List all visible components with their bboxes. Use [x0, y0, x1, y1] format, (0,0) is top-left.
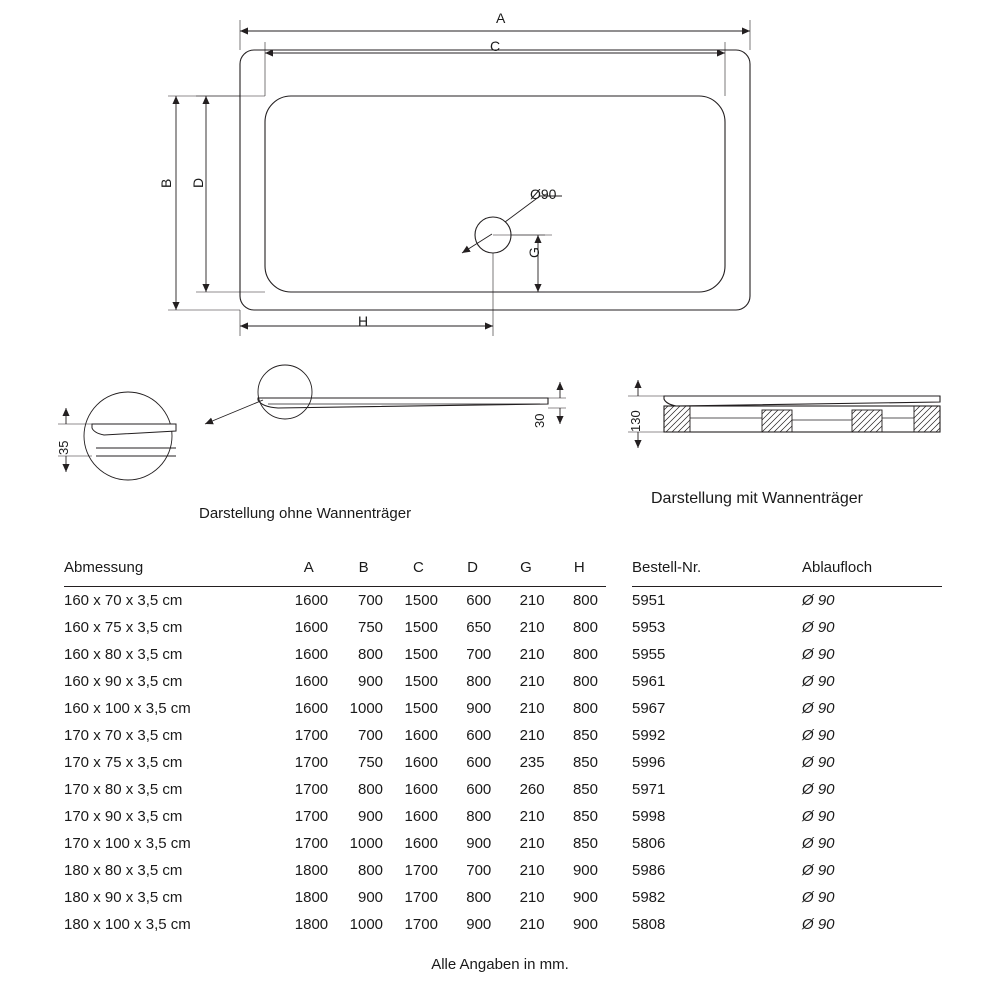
cell-value: 800	[572, 673, 598, 690]
cell-order-number: 5982	[632, 889, 666, 906]
cell-value: 1700	[404, 889, 438, 906]
cell-value: 900	[358, 673, 384, 690]
cell-abmessung: 170 x 90 x 3,5 cm	[64, 808, 183, 825]
cell-order-number: 5961	[632, 673, 666, 690]
caption-without-carrier: Darstellung ohne Wannenträger	[199, 505, 412, 522]
table-row	[632, 722, 942, 749]
cell-abmessung: 170 x 100 x 3,5 cm	[64, 835, 191, 852]
th-D: D	[446, 556, 499, 587]
carrier-view-group	[628, 380, 940, 448]
cell-drain-hole: Ø 90	[802, 592, 835, 609]
cell-value: 800	[572, 700, 598, 717]
dimension-lines	[176, 31, 750, 326]
cell-value: 1700	[294, 781, 329, 798]
cell-value: 650	[466, 619, 492, 636]
cell-value: 1600	[294, 646, 329, 663]
table-row	[64, 884, 606, 911]
cell-value: 700	[358, 592, 384, 609]
cell-abmessung: 180 x 90 x 3,5 cm	[64, 889, 183, 906]
table-row	[632, 587, 942, 615]
cell-value: 210	[519, 808, 545, 825]
th-A: A	[281, 556, 336, 587]
cell-value: 900	[466, 835, 492, 852]
cell-order-number: 5992	[632, 727, 666, 744]
cell-value: 800	[466, 673, 492, 690]
table-row	[64, 803, 606, 830]
cell-value: 1700	[294, 835, 329, 852]
cell-value: 800	[466, 808, 492, 825]
cell-order-number: 5996	[632, 754, 666, 771]
cell-value: 1600	[294, 619, 329, 636]
cell-abmessung: 160 x 75 x 3,5 cm	[64, 619, 183, 636]
cell-value: 1600	[294, 592, 329, 609]
cell-value: 1800	[294, 862, 329, 879]
cell-value: 1800	[294, 889, 329, 906]
cell-value: 800	[358, 781, 384, 798]
cell-value: 1800	[294, 916, 329, 933]
cell-value: 1500	[404, 673, 438, 690]
table-row	[632, 884, 942, 911]
cell-drain-hole: Ø 90	[802, 754, 835, 771]
cell-order-number: 5998	[632, 808, 666, 825]
cell-value: 900	[572, 862, 598, 879]
dimensions-table	[64, 556, 606, 938]
cell-value: 850	[572, 808, 598, 825]
label-B: B	[158, 178, 174, 188]
th-G: G	[499, 556, 552, 587]
order-number-table	[632, 556, 942, 938]
table-row	[64, 695, 606, 722]
cell-value: 210	[519, 646, 545, 663]
label-G: G	[526, 247, 542, 258]
cell-value: 600	[466, 754, 492, 771]
table-row	[64, 641, 606, 668]
cell-drain-hole: Ø 90	[802, 700, 835, 717]
cell-drain-hole: Ø 90	[802, 808, 835, 825]
cell-value: 1700	[404, 862, 438, 879]
cell-value: 1600	[294, 700, 329, 717]
cell-value: 850	[572, 835, 598, 852]
table-row	[632, 911, 942, 938]
table-row	[632, 776, 942, 803]
cell-value: 800	[572, 619, 598, 636]
cell-abmessung: 170 x 70 x 3,5 cm	[64, 727, 183, 744]
label-H: H	[358, 313, 369, 329]
table-row	[64, 776, 606, 803]
cell-value: 900	[466, 700, 492, 717]
label-height-130: 130	[628, 410, 643, 432]
cell-value: 600	[466, 781, 492, 798]
cell-order-number: 5955	[632, 646, 666, 663]
cell-value: 210	[519, 862, 545, 879]
table-row	[64, 722, 606, 749]
table-row	[632, 857, 942, 884]
caption-with-carrier: Darstellung mit Wannenträger	[651, 490, 863, 507]
table-row	[64, 911, 606, 938]
cell-value: 1000	[349, 700, 384, 717]
th-bestellnr: Bestell-Nr.	[632, 556, 802, 587]
cell-drain-hole: Ø 90	[802, 781, 835, 798]
cell-value: 900	[572, 916, 598, 933]
tray-outline	[240, 50, 750, 310]
cell-value: 210	[519, 673, 545, 690]
tray-basin	[265, 96, 725, 292]
table-row	[632, 641, 942, 668]
cell-value: 1500	[404, 619, 438, 636]
cell-value: 210	[519, 727, 545, 744]
cell-value: 1500	[404, 592, 438, 609]
th-H: H	[553, 556, 606, 587]
cell-order-number: 5986	[632, 862, 666, 879]
cell-value: 750	[358, 754, 384, 771]
cell-abmessung: 180 x 100 x 3,5 cm	[64, 916, 191, 933]
th-abmessung: Abmessung	[64, 556, 281, 587]
cell-value: 210	[519, 700, 545, 717]
cell-order-number: 5971	[632, 781, 666, 798]
cell-value: 900	[572, 889, 598, 906]
label-detail-35: 35	[56, 440, 71, 455]
cell-value: 800	[572, 646, 598, 663]
cell-drain-hole: Ø 90	[802, 619, 835, 636]
witness-lines	[168, 20, 750, 336]
cell-value: 1600	[404, 754, 438, 771]
cell-value: 1500	[404, 700, 438, 717]
cell-drain-hole: Ø 90	[802, 889, 835, 906]
cell-value: 1500	[404, 646, 438, 663]
th-C: C	[391, 556, 446, 587]
cell-value: 750	[358, 619, 384, 636]
table-row	[64, 668, 606, 695]
cell-drain-hole: Ø 90	[802, 727, 835, 744]
cell-value: 1600	[404, 835, 438, 852]
th-ablaufloch: Ablaufloch	[802, 556, 942, 587]
cell-order-number: 5951	[632, 592, 666, 609]
table-row	[632, 695, 942, 722]
cell-value: 1700	[404, 916, 438, 933]
label-height-30: 30	[532, 413, 547, 428]
cell-value: 850	[572, 781, 598, 798]
cell-value: 1600	[404, 727, 438, 744]
label-A: A	[496, 10, 506, 26]
cell-order-number: 5967	[632, 700, 666, 717]
label-D: D	[190, 177, 206, 188]
cell-value: 900	[358, 889, 384, 906]
cell-drain-hole: Ø 90	[802, 916, 835, 933]
top-view-group	[240, 50, 750, 310]
cell-value: 700	[466, 862, 492, 879]
table-row	[632, 668, 942, 695]
cell-value: 1700	[294, 754, 329, 771]
th-B: B	[336, 556, 391, 587]
cell-abmessung: 160 x 70 x 3,5 cm	[64, 592, 183, 609]
footnote: Alle Angaben in mm.	[431, 956, 569, 973]
cell-value: 800	[572, 592, 598, 609]
cell-value: 900	[466, 916, 492, 933]
cell-value: 1600	[294, 673, 329, 690]
cell-value: 850	[572, 727, 598, 744]
table-row	[632, 830, 942, 857]
cell-value: 850	[572, 754, 598, 771]
cell-value: 210	[519, 835, 545, 852]
cell-value: 210	[519, 916, 545, 933]
label-C: C	[490, 38, 501, 54]
cell-value: 235	[519, 754, 545, 771]
table-row	[64, 749, 606, 776]
cell-value: 1600	[404, 808, 438, 825]
cell-order-number: 5806	[632, 835, 666, 852]
cell-value: 210	[519, 592, 545, 609]
cell-abmessung: 160 x 100 x 3,5 cm	[64, 700, 191, 717]
cell-abmessung: 170 x 80 x 3,5 cm	[64, 781, 183, 798]
cell-abmessung: 170 x 75 x 3,5 cm	[64, 754, 183, 771]
cell-value: 210	[519, 889, 545, 906]
cell-value: 800	[466, 889, 492, 906]
cell-value: 900	[358, 808, 384, 825]
table-row	[64, 857, 606, 884]
side-view-group	[84, 365, 548, 480]
cell-value: 700	[466, 646, 492, 663]
cell-value: 260	[519, 781, 545, 798]
table-header-row-right	[632, 556, 942, 587]
cell-drain-hole: Ø 90	[802, 862, 835, 879]
table-row	[64, 614, 606, 641]
cell-value: 1600	[404, 781, 438, 798]
cell-abmessung: 160 x 90 x 3,5 cm	[64, 673, 183, 690]
cell-value: 210	[519, 619, 545, 636]
table-row	[632, 614, 942, 641]
table-row	[64, 587, 606, 615]
table-header-row	[64, 556, 606, 587]
cell-drain-hole: Ø 90	[802, 646, 835, 663]
cell-value: 1000	[349, 835, 384, 852]
table-row	[632, 803, 942, 830]
cell-value: 1000	[349, 916, 384, 933]
cell-abmessung: 180 x 80 x 3,5 cm	[64, 862, 183, 879]
cell-drain-hole: Ø 90	[802, 835, 835, 852]
label-drain-diameter: Ø90	[530, 186, 557, 202]
cell-value: 700	[358, 727, 384, 744]
cell-drain-hole: Ø 90	[802, 673, 835, 690]
cell-abmessung: 160 x 80 x 3,5 cm	[64, 646, 183, 663]
cell-value: 600	[466, 592, 492, 609]
cell-value: 800	[358, 646, 384, 663]
cell-order-number: 5808	[632, 916, 666, 933]
table-row	[64, 830, 606, 857]
cell-value: 800	[358, 862, 384, 879]
cell-value: 1700	[294, 808, 329, 825]
table-row	[632, 749, 942, 776]
cell-value: 600	[466, 727, 492, 744]
cell-order-number: 5953	[632, 619, 666, 636]
cell-value: 1700	[294, 727, 329, 744]
